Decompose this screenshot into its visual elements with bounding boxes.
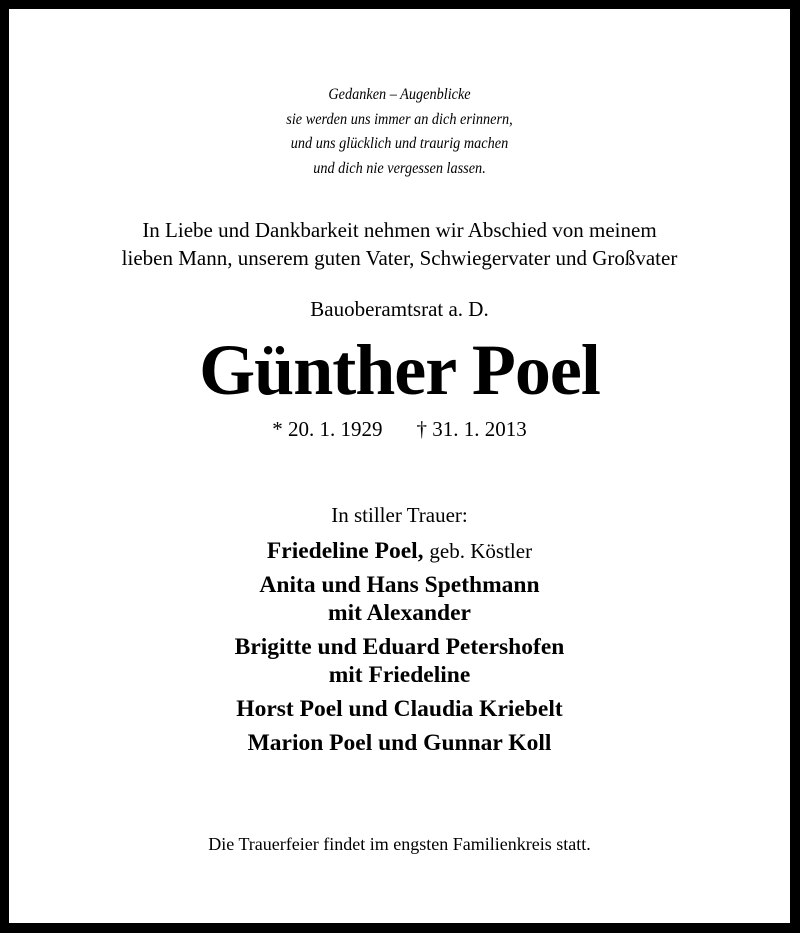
family-line: Horst Poel und Claudia Kriebelt: [236, 696, 563, 722]
family-line: Marion Poel und Gunnar Koll: [247, 730, 552, 756]
family-line: mit Alexander: [328, 600, 471, 626]
mourner-family: [9, 631, 790, 691]
family-line: Brigitte und Eduard Petershofen: [234, 634, 565, 660]
memorial-poem: [9, 83, 790, 181]
farewell-intro: [9, 216, 790, 272]
death-date: † 31. 1. 2013: [416, 417, 527, 441]
birth-date: * 20. 1. 1929: [272, 417, 383, 441]
mourner-family: [9, 727, 790, 759]
deceased-title: Bauoberamtsrat a. D.: [310, 297, 489, 321]
poem-line: sie werden uns immer an dich erinnern,: [286, 110, 513, 128]
intro-line: In Liebe und Dankbarkeit nehmen wir Abschied von meinem: [142, 218, 657, 242]
mourner-spouse: [9, 535, 790, 567]
obituary-notice: [9, 9, 790, 923]
family-line: mit Friedeline: [328, 662, 471, 688]
spouse-maiden-name: geb. Köstler: [429, 539, 533, 563]
intro-line: lieben Mann, unserem guten Vater, Schwiegervater und Großvater: [121, 246, 678, 270]
poem-line: Gedanken – Augenblicke: [328, 86, 471, 103]
spouse-name: Friedeline Poel,: [266, 538, 424, 564]
mourner-family: [9, 693, 790, 725]
deceased-name: Günther Poel: [199, 330, 600, 410]
mourners-list: [9, 535, 790, 759]
family-line: Anita und Hans Spethmann: [259, 572, 540, 598]
mourner-family: [9, 569, 790, 629]
life-dates: [9, 415, 790, 443]
poem-line: und dich nie vergessen lassen.: [313, 159, 486, 177]
funeral-note: Die Trauerfeier findet im engsten Familienkreis statt.: [208, 834, 591, 854]
mourning-label: In stiller Trauer:: [331, 503, 468, 527]
poem-line: und uns glücklich und traurig machen: [290, 135, 509, 152]
